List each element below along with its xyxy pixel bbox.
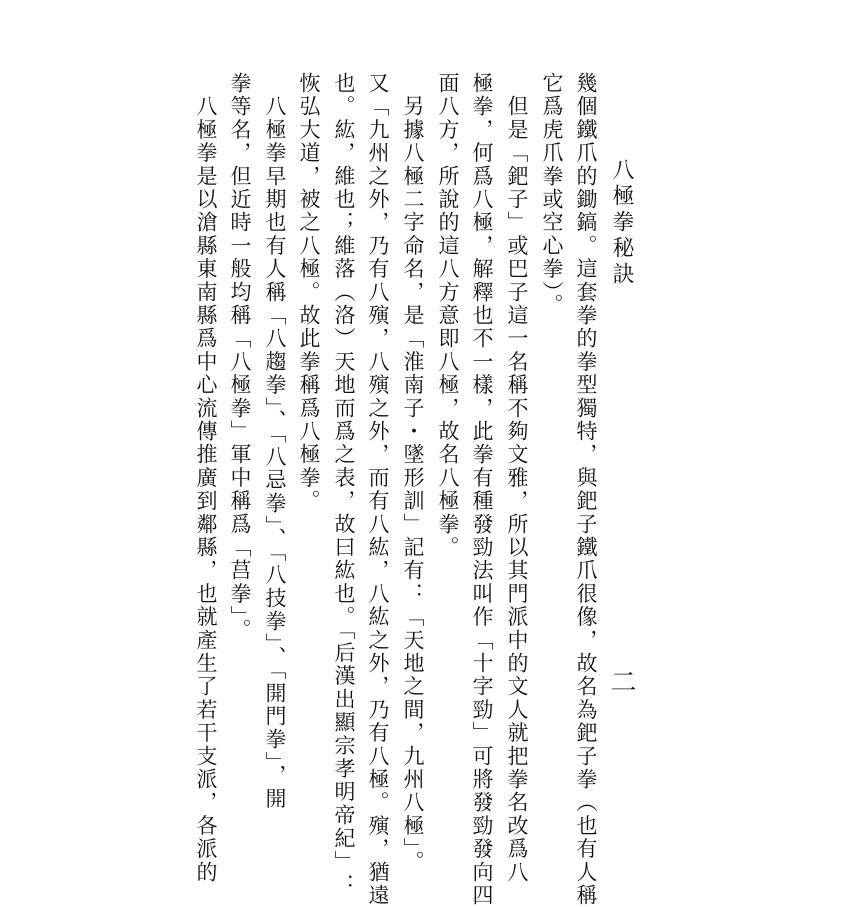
text-column: 它爲虎爪拳或空心拳）。 (540, 72, 564, 317)
text-column: 八極拳早期也有人稱「八趨拳」、「八忌拳」、「八技拳」、「開門拳」，開 (263, 72, 287, 811)
text-column: 幾個鐵爪的鋤鎬。這套拳的拳型獨特，與鈀子鐵爪很像，故名為鈀子拳（也有人稱 (574, 72, 598, 907)
text-column: 另據八極二字命名，是「淮南子・墜形訓」記有：「天地之間，九州八極」。 (401, 72, 425, 874)
running-header: 八極拳秘訣 (609, 158, 634, 288)
text-column: 但是「鈀子」或巴子這一名稱不夠文雅，所以其門派中的文人就把拳名改爲八 (505, 72, 529, 884)
text-column: 面八方，所說的這八方意即八極，故名八極拳。 (436, 72, 460, 560)
text-column: 八極拳是以滄縣東南縣爲中心流傳推廣到鄰縣，也就產生了若干支派，各派的 (194, 72, 218, 884)
text-column: 極拳，何爲八極，解釋也不一樣，此拳有種發勁法叫作「十字勁」可將發勁發向四 (470, 72, 494, 907)
text-column: 也。紘，維也；維落（洛）天地而爲之表，故曰紘也。「后漢出顯宗孝明帝紀」： (332, 72, 356, 897)
text-column: 拳等名，但近時一般均稱「八極拳」軍中稱爲「莒拳」。 (228, 72, 252, 642)
text-column: 又「九州之外，乃有八殥，八殥之外，而有八紘，八紘之外，乃有八極。殥，猶遠 (366, 72, 390, 907)
text-column: 恢弘大道，被之八極。故此拳稱爲八極拳。 (297, 72, 321, 513)
page-number: 二 (606, 668, 636, 694)
